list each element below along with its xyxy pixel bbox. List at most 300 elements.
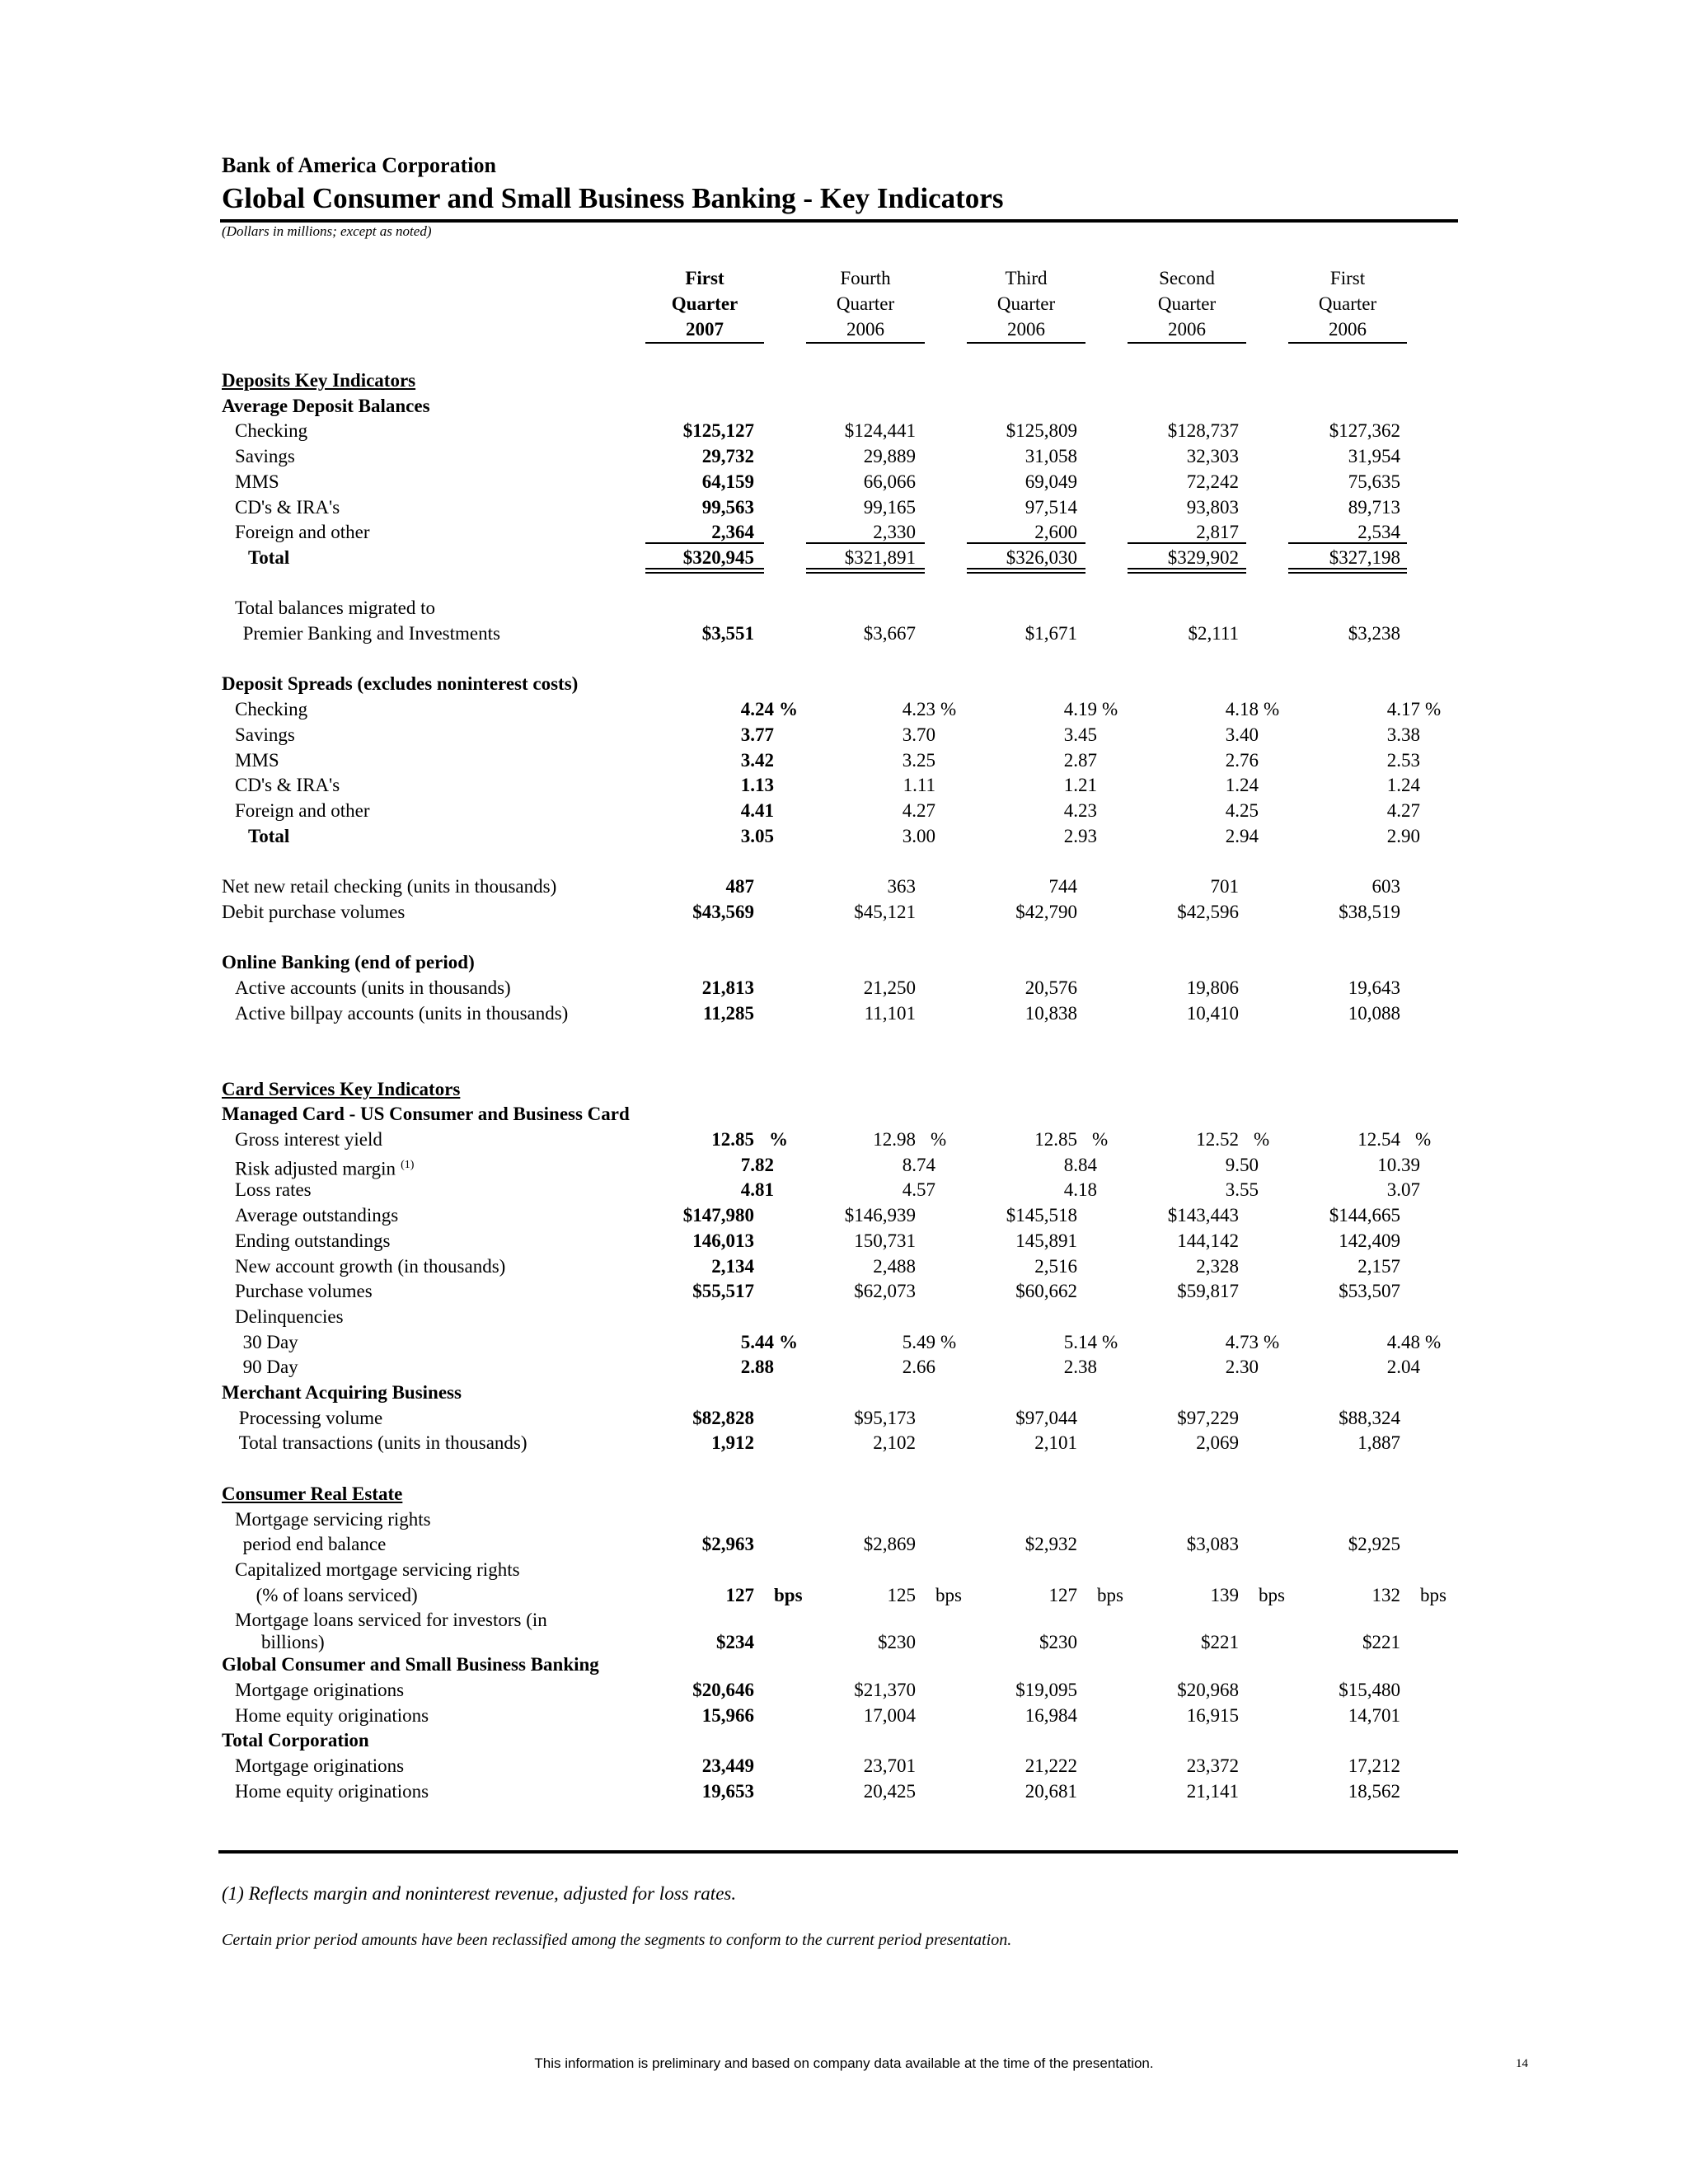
row-label: Capitalized mortgage servicing rights [235, 1559, 520, 1580]
cell-value: $59,817 [1177, 1281, 1239, 1301]
column-header-rule [1288, 342, 1407, 344]
column-header-rule [806, 342, 925, 344]
cell-value: $2,963 [701, 1534, 754, 1554]
cell-value: 3.45 [1063, 724, 1097, 745]
cell-value: 3.42 [740, 750, 774, 771]
table-row [0, 874, 1688, 899]
cell-value: 12.98 [873, 1129, 916, 1150]
cell-value: $125,127 [682, 420, 754, 441]
cell-value: 4.18 [1063, 1179, 1097, 1200]
cell-value: 19,653 [701, 1781, 754, 1802]
row-label: Merchant Acquiring Business [222, 1382, 462, 1403]
cell-value: 10,410 [1186, 1003, 1239, 1024]
table-row [0, 1278, 1688, 1304]
cell-value: 12.54 [1357, 1129, 1400, 1150]
row-label: Ending outstandings [235, 1230, 391, 1251]
cell-unit: % [1425, 699, 1442, 719]
cell-value: 3.55 [1225, 1179, 1259, 1200]
column-header-line2: Quarter [1318, 293, 1377, 314]
cell-value: 145,891 [1015, 1230, 1077, 1251]
cell-value: 23,449 [701, 1755, 754, 1776]
cell-value: 132 [1372, 1585, 1400, 1605]
table-row [0, 1652, 1688, 1677]
cell-value: $43,569 [692, 902, 754, 922]
row-label: Consumer Real Estate [222, 1483, 403, 1504]
table-row [0, 696, 1688, 722]
table-row [0, 469, 1688, 494]
cell-value: 2,330 [873, 522, 916, 542]
table-row [0, 975, 1688, 1001]
cell-value: 20,425 [863, 1781, 916, 1802]
cell-unit: bps [1420, 1585, 1447, 1605]
cell-value: $128,737 [1167, 420, 1239, 441]
cell-value: 1.21 [1063, 775, 1097, 795]
cell-value: 139 [1210, 1585, 1239, 1605]
row-label: Active accounts (units in thousands) [235, 977, 511, 998]
cell-unit: bps [935, 1585, 962, 1605]
cell-value: 4.17 [1386, 699, 1420, 719]
cell-value: 5.44 [740, 1332, 774, 1352]
cell-value: 1,887 [1357, 1432, 1400, 1453]
table-row [0, 949, 1688, 975]
cell-value: 11,101 [864, 1003, 916, 1024]
cell-value: 15,966 [701, 1705, 754, 1726]
row-label: Average Deposit Balances [222, 396, 430, 416]
cell-value: 10,838 [1025, 1003, 1077, 1024]
column-header-line3: 2006 [1168, 319, 1206, 340]
cell-value: $127,362 [1329, 420, 1400, 441]
table-row [0, 823, 1688, 849]
cell-value: $19,095 [1015, 1680, 1077, 1700]
table-row [0, 1703, 1688, 1728]
table-row [0, 443, 1688, 469]
column-header [647, 265, 762, 342]
row-label: Processing volume [238, 1408, 383, 1428]
row-label: Card Services Key Indicators [222, 1079, 461, 1099]
table-row [0, 1127, 1688, 1152]
cell-value: 18,562 [1348, 1781, 1400, 1802]
cell-value: 2,488 [873, 1256, 916, 1277]
table-row [0, 772, 1688, 798]
cell-value: 3.77 [740, 724, 774, 745]
row-label: Mortgage originations [235, 1755, 405, 1776]
cell-value: 487 [725, 876, 754, 897]
cell-value: $2,925 [1348, 1534, 1400, 1554]
cell-value: 2,069 [1196, 1432, 1239, 1453]
cell-value: 4.57 [902, 1179, 935, 1200]
cell-value: 2,534 [1357, 522, 1400, 542]
cell-unit: bps [1097, 1585, 1123, 1605]
cell-value: $326,030 [1006, 547, 1077, 568]
column-header-rule [967, 342, 1085, 344]
cell-value: 3.25 [902, 750, 935, 771]
cell-value: 93,803 [1186, 497, 1239, 518]
cell-value: $97,044 [1015, 1408, 1077, 1428]
cell-value: 23,701 [863, 1755, 916, 1776]
row-label: Total [248, 826, 290, 846]
table-row [0, 798, 1688, 823]
cell-value: 4.81 [740, 1179, 774, 1200]
table-row [0, 1304, 1688, 1329]
cell-value: 72,242 [1186, 471, 1239, 492]
table-row [0, 1202, 1688, 1228]
cell-underline [806, 542, 925, 544]
cell-unit: % [1102, 1332, 1118, 1352]
row-label: Deposit Spreads (excludes noninterest costs) [222, 673, 579, 694]
cell-double-underline [645, 572, 764, 574]
row-label: Mortgage servicing rights [235, 1509, 431, 1530]
cell-unit: % [1415, 1129, 1432, 1150]
cell-value: 32,303 [1186, 446, 1239, 466]
table-row [0, 1481, 1688, 1507]
cell-value: 64,159 [701, 471, 754, 492]
table-row [0, 1380, 1688, 1405]
row-label: Savings [235, 724, 295, 745]
disclaimer: This information is preliminary and based on company data available at the time of the presentation. [534, 2055, 1154, 2071]
table-row [0, 1101, 1688, 1127]
column-header [1290, 265, 1405, 342]
cell-underline [645, 542, 764, 544]
column-header [968, 265, 1084, 342]
cell-value: 17,004 [863, 1705, 916, 1726]
cell-value: 99,563 [701, 497, 754, 518]
cell-underline [967, 568, 1085, 569]
row-label: MMS [235, 750, 279, 771]
table-row [0, 1177, 1688, 1202]
cell-value: 75,635 [1348, 471, 1400, 492]
page-number: 14 [1516, 2057, 1528, 2070]
row-label: Net new retail checking (units in thousands) [222, 876, 557, 897]
cell-value: 2.93 [1063, 826, 1097, 846]
table-row [0, 1430, 1688, 1455]
cell-value: 10.39 [1377, 1155, 1420, 1175]
cell-value: 14,701 [1348, 1705, 1400, 1726]
cell-unit: % [769, 1129, 788, 1150]
cell-value: $221 [1201, 1632, 1239, 1652]
cell-value: 2.38 [1063, 1357, 1097, 1377]
cell-value: 1.24 [1225, 775, 1259, 795]
cell-value: 20,576 [1025, 977, 1077, 998]
row-label: 90 Day [242, 1357, 298, 1377]
row-label: (% of loans serviced) [256, 1585, 418, 1605]
cell-value: $3,667 [863, 623, 916, 644]
cell-value: 127 [725, 1585, 754, 1605]
cell-value: $3,238 [1348, 623, 1400, 644]
table-row [0, 722, 1688, 748]
row-label: Managed Card - US Consumer and Business Card [222, 1104, 630, 1124]
cell-value: 2.76 [1225, 750, 1259, 771]
cell-underline [1128, 542, 1246, 544]
cell-value: 4.27 [902, 800, 935, 821]
cell-value: 4.27 [1386, 800, 1420, 821]
cell-value: 99,165 [863, 497, 916, 518]
row-label: CD's & IRA's [235, 497, 340, 518]
cell-value: 19,806 [1186, 977, 1239, 998]
table-row [0, 1354, 1688, 1380]
row-label: Deposits Key Indicators [222, 370, 416, 391]
row-label: Mortgage originations [235, 1680, 405, 1700]
cell-value: 21,250 [863, 977, 916, 998]
table-row [0, 519, 1688, 545]
cell-value: $147,980 [682, 1205, 754, 1226]
cell-unit: % [1092, 1129, 1109, 1150]
cell-value: 20,681 [1025, 1781, 1077, 1802]
column-header-line2: Quarter [671, 293, 738, 314]
company-name: Bank of America Corporation [222, 153, 496, 177]
cell-value: $221 [1362, 1632, 1400, 1652]
cell-value: 89,713 [1348, 497, 1400, 518]
cell-value: 21,813 [701, 977, 754, 998]
cell-value: $21,370 [854, 1680, 916, 1700]
cell-value: 5.14 [1063, 1332, 1097, 1352]
cell-value: 3.38 [1386, 724, 1420, 745]
cell-value: 69,049 [1025, 471, 1077, 492]
cell-value: 4.23 [1063, 800, 1097, 821]
column-header-line1: Fourth [840, 268, 891, 288]
cell-value: $82,828 [692, 1408, 754, 1428]
cell-value: $329,902 [1167, 547, 1239, 568]
cell-value: 4.19 [1063, 699, 1097, 719]
cell-value: 2.66 [902, 1357, 935, 1377]
cell-value: 4.24 [740, 699, 774, 719]
footnote-marker: (1) [401, 1159, 415, 1171]
column-header-line2: Quarter [996, 293, 1056, 314]
row-label: Global Consumer and Small Business Banking [222, 1654, 599, 1675]
cell-value: 4.41 [740, 800, 774, 821]
column-header-line3: 2006 [1007, 319, 1045, 340]
cell-value: 2.88 [740, 1357, 774, 1377]
table-row [0, 418, 1688, 443]
cell-value: 2,600 [1034, 522, 1077, 542]
cell-value: 4.73 [1225, 1332, 1259, 1352]
cell-value: 3.05 [740, 826, 774, 846]
table-row [0, 1152, 1688, 1178]
cell-value: 3.00 [902, 826, 935, 846]
cell-value: 2,101 [1034, 1432, 1077, 1453]
cell-value: 2,364 [711, 522, 754, 542]
table-row [0, 1582, 1688, 1608]
cell-double-underline [967, 572, 1085, 574]
cell-value: 146,013 [692, 1230, 754, 1251]
footnote-reclassified: Certain prior period amounts have been reclassified among the segments to conform to the current period presentation. [222, 1931, 1012, 1949]
cell-unit: % [940, 1332, 957, 1352]
table-row [0, 545, 1688, 570]
row-label: Total transactions (units in thousands) [238, 1432, 528, 1453]
table-bottom-rule [218, 1850, 1458, 1854]
table-row [0, 1753, 1688, 1779]
cell-underline [1288, 542, 1407, 544]
cell-value: 31,954 [1348, 446, 1400, 466]
cell-value: $144,665 [1329, 1205, 1400, 1226]
table-row [0, 368, 1688, 393]
cell-value: $95,173 [854, 1408, 916, 1428]
cell-value: 12.52 [1196, 1129, 1239, 1150]
cell-value: 10,088 [1348, 1003, 1400, 1024]
cell-value: $60,662 [1015, 1281, 1077, 1301]
cell-value: 701 [1210, 876, 1239, 897]
cell-value: 1.13 [740, 775, 774, 795]
cell-value: 2,134 [711, 1256, 754, 1277]
cell-double-underline [1288, 572, 1407, 574]
row-label: Active billpay accounts (units in thousands) [235, 1003, 569, 1024]
row-label: period end balance [242, 1534, 387, 1554]
cell-value: $45,121 [854, 902, 916, 922]
cell-underline [645, 568, 764, 569]
cell-value: $145,518 [1006, 1205, 1077, 1226]
cell-value: 2,157 [1357, 1256, 1400, 1277]
cell-value: 8.84 [1063, 1155, 1097, 1175]
cell-value: 2.30 [1225, 1357, 1259, 1377]
cell-value: $97,229 [1177, 1408, 1239, 1428]
cell-value: 2.87 [1063, 750, 1097, 771]
cell-value: $2,111 [1188, 623, 1239, 644]
cell-value: 150,731 [854, 1230, 916, 1251]
cell-value: $320,945 [682, 547, 754, 568]
cell-underline [967, 542, 1085, 544]
cell-value: 144,142 [1177, 1230, 1239, 1251]
table-row [0, 748, 1688, 773]
cell-double-underline [1128, 572, 1246, 574]
cell-value: 2.94 [1225, 826, 1259, 846]
row-label: Home equity originations [235, 1705, 429, 1726]
table-row [0, 1405, 1688, 1431]
cell-value: 9.50 [1225, 1155, 1259, 1175]
cell-value: 29,889 [863, 446, 916, 466]
cell-value: 2.90 [1386, 826, 1420, 846]
cell-value: $143,443 [1167, 1205, 1239, 1226]
cell-value: 2,516 [1034, 1256, 1077, 1277]
cell-value: $321,891 [844, 547, 916, 568]
column-header [1129, 265, 1245, 342]
cell-value: $230 [1039, 1632, 1077, 1652]
row-label: MMS [235, 471, 279, 492]
cell-unit: % [1254, 1129, 1270, 1150]
row-label: New account growth (in thousands) [235, 1256, 506, 1277]
table-row [0, 1727, 1688, 1753]
column-header-rule [645, 342, 764, 344]
footnote-1: (1) Reflects margin and noninterest revenue, adjusted for loss rates. [222, 1883, 737, 1904]
row-label: Delinquencies [235, 1306, 344, 1327]
table-row [0, 595, 1688, 621]
table-row [0, 1329, 1688, 1355]
cell-value: 127 [1048, 1585, 1077, 1605]
cell-value: $327,198 [1329, 547, 1400, 568]
column-header-rule [1128, 342, 1246, 344]
cell-value: 1.11 [903, 775, 935, 795]
table-row [0, 494, 1688, 520]
row-label: Savings [235, 446, 295, 466]
row-label: Gross interest yield [235, 1129, 382, 1150]
cell-value: $42,596 [1177, 902, 1239, 922]
cell-unit: % [931, 1129, 947, 1150]
column-header-line3: 2006 [1329, 319, 1367, 340]
cell-value: 19,643 [1348, 977, 1400, 998]
cell-value: 21,222 [1025, 1755, 1077, 1776]
cell-value: 16,984 [1025, 1705, 1077, 1726]
cell-unit: % [1264, 699, 1280, 719]
column-header-line1: Second [1159, 268, 1215, 288]
table-row [0, 1557, 1688, 1582]
cell-value: 3.70 [902, 724, 935, 745]
cell-underline [1128, 568, 1246, 569]
cell-value: 7.82 [740, 1155, 774, 1175]
column-header-line3: 2006 [846, 319, 884, 340]
table-row [0, 1001, 1688, 1026]
column-header [808, 265, 923, 342]
cell-value: 97,514 [1025, 497, 1077, 518]
cell-value: $62,073 [854, 1281, 916, 1301]
row-label: Loss rates [235, 1179, 312, 1200]
row-label: Purchase volumes [235, 1281, 373, 1301]
cell-unit: bps [774, 1585, 803, 1605]
table-row [0, 1254, 1688, 1279]
cell-value: 5.49 [902, 1332, 935, 1352]
cell-underline [806, 568, 925, 569]
cell-unit: bps [1259, 1585, 1285, 1605]
row-label: Debit purchase volumes [222, 902, 406, 922]
column-header-line2: Quarter [836, 293, 895, 314]
page-title: Global Consumer and Small Business Banking - Key Indicators [222, 182, 1004, 214]
cell-unit: % [940, 699, 957, 719]
row-label: Risk adjusted margin [235, 1158, 396, 1179]
row-label: billions) [261, 1632, 325, 1652]
cell-value: 1,912 [711, 1432, 754, 1453]
table-row [0, 621, 1688, 646]
cell-double-underline [806, 572, 925, 574]
row-label: Online Banking (end of period) [222, 952, 475, 972]
cell-value: 11,285 [703, 1003, 754, 1024]
cell-value: 2,328 [1196, 1256, 1239, 1277]
cell-value: 16,915 [1186, 1705, 1239, 1726]
row-label: Foreign and other [235, 800, 370, 821]
column-header-line1: Third [1005, 268, 1048, 288]
cell-unit: % [1264, 1332, 1280, 1352]
row-label: Foreign and other [235, 522, 370, 542]
title-rule [220, 219, 1458, 223]
column-header-line1: First [685, 268, 724, 288]
cell-value: $2,869 [863, 1534, 916, 1554]
cell-value: $3,083 [1186, 1534, 1239, 1554]
table-row [0, 1228, 1688, 1254]
cell-value: 4.18 [1225, 699, 1259, 719]
cell-value: 125 [887, 1585, 916, 1605]
cell-value: 3.07 [1386, 1179, 1420, 1200]
cell-value: 363 [887, 876, 916, 897]
cell-value: $2,932 [1025, 1534, 1077, 1554]
cell-value: $234 [716, 1632, 754, 1652]
cell-value: $125,809 [1006, 420, 1077, 441]
cell-value: $20,646 [692, 1680, 754, 1700]
cell-value: 142,409 [1339, 1230, 1400, 1251]
row-label: Total Corporation [222, 1730, 369, 1750]
cell-value: 8.74 [902, 1155, 935, 1175]
cell-value: $3,551 [701, 623, 754, 644]
cell-value: 12.85 [1034, 1129, 1077, 1150]
cell-value: $38,519 [1339, 902, 1400, 922]
row-label: Average outstandings [235, 1205, 399, 1226]
cell-value: $1,671 [1025, 623, 1077, 644]
cell-value: 17,212 [1348, 1755, 1400, 1776]
cell-value: 21,141 [1186, 1781, 1239, 1802]
table-row [0, 899, 1688, 925]
row-label: CD's & IRA's [235, 775, 340, 795]
row-label: Total [248, 547, 290, 568]
cell-value: $42,790 [1015, 902, 1077, 922]
table-row [0, 1076, 1688, 1102]
table-row [0, 393, 1688, 419]
row-label: Mortgage loans serviced for investors (in [235, 1610, 547, 1630]
cell-value: $20,968 [1177, 1680, 1239, 1700]
